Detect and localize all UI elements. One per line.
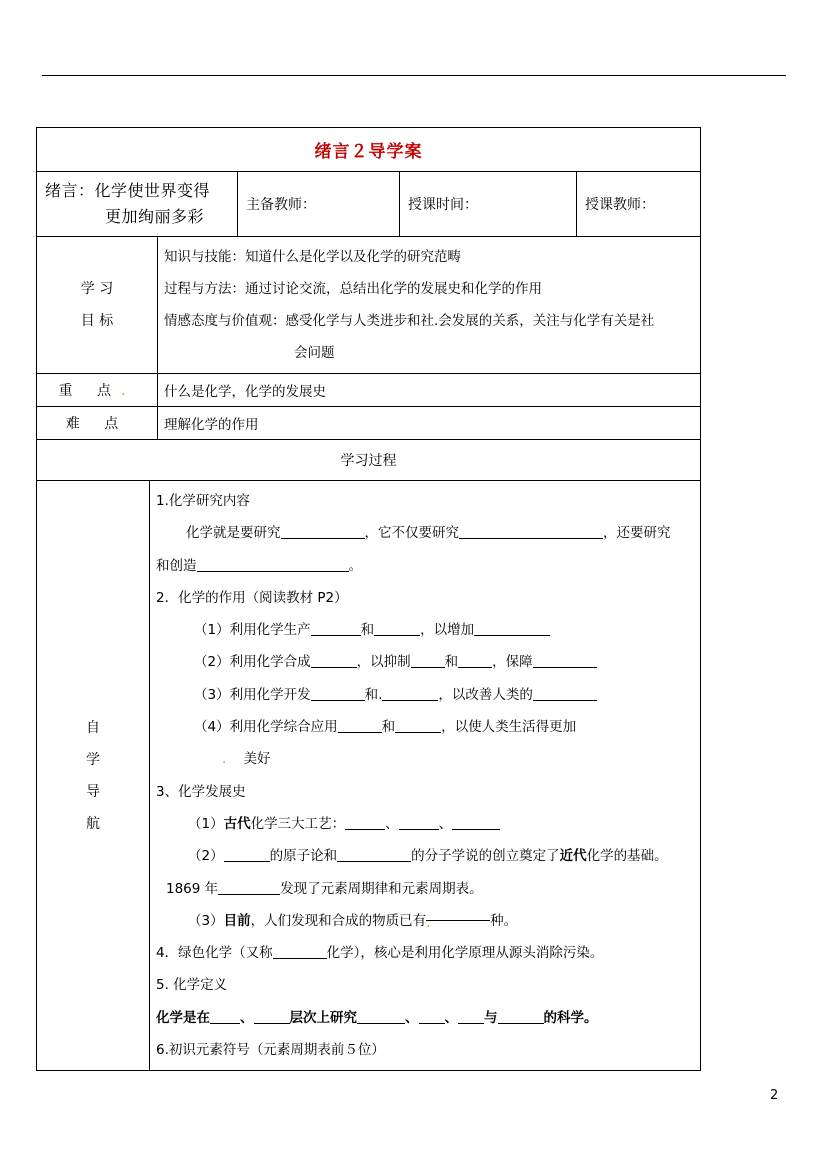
difficulty-label: 难 点 <box>37 407 158 440</box>
blank[interactable] <box>533 686 597 701</box>
objective-knowledge: 知识与技能：知道什么是化学以及化学的研究范畴 <box>164 249 461 265</box>
s3-item-2: （2） 的原子论和 的分子学说的创立奠定了近代化学的基础。 <box>188 848 668 865</box>
blank[interactable] <box>311 654 357 669</box>
objective-attitude: 情感态度与价值观：感受化学与人类进步和社.会发展的关系，关注与化学有关是社 <box>164 313 655 329</box>
nav-char-4: 航 <box>86 815 100 832</box>
page-number: 2 <box>770 1088 779 1103</box>
s3-item-3: （3）目前，人们发现和合成的物质已有. 种。 <box>156 905 700 937</box>
difficulty-text: 理解化学的作用 <box>158 407 701 440</box>
s3-item-1: （1）古代化学三大工艺： 、 、 <box>156 808 700 840</box>
lesson-time-field: 授课时间： <box>400 172 577 237</box>
header-rule <box>42 75 786 76</box>
blank[interactable] <box>459 525 603 540</box>
nav-char-1: 自 <box>86 719 100 736</box>
blank[interactable] <box>311 622 361 637</box>
blank[interactable] <box>452 815 500 830</box>
s2-item-4: （4）利用化学综合应用 和 ，以使人类生活得更加 <box>194 719 577 736</box>
topic-line-1: 绪言：化学使世界变得 <box>45 181 211 200</box>
nav-char-2: 学 <box>86 751 100 768</box>
s1-title: 1.化学研究内容 <box>156 493 250 509</box>
objectives-label <box>37 237 158 374</box>
blank[interactable] <box>411 654 445 669</box>
blank[interactable] <box>197 557 349 572</box>
blank[interactable] <box>419 1009 445 1024</box>
blank[interactable] <box>474 622 550 637</box>
s6-title: 6.初识元素符号（元素周期表前５位） <box>156 1042 385 1059</box>
process-heading: 学习过程 <box>37 440 701 481</box>
s2-item-3: （3）利用化学开发 和. ，以改善人类的 <box>156 679 700 711</box>
topic-line-2: 更加绚丽多彩 <box>105 207 205 226</box>
s1-line-1: 化学就是要研究 ，它不仅要研究 ，还要研究 <box>186 525 671 542</box>
objectives-label-top: 学 习 <box>80 281 114 297</box>
worksheet-table <box>36 127 701 1071</box>
blank[interactable] <box>395 719 441 734</box>
lesson-topic <box>37 172 238 237</box>
s4-line: 4．绿色化学（又称 化学），核心是利用化学原理从源头消除污染。 <box>156 945 604 962</box>
s3-item-2-continued: 1869 年 发现了元素周期律和元素周期表。 <box>166 880 483 897</box>
blank[interactable] <box>458 1009 484 1024</box>
blank[interactable] <box>337 848 411 863</box>
lead-teacher-field: 主备教师： <box>238 172 400 237</box>
blank[interactable] <box>224 848 270 863</box>
objectives-content <box>158 237 701 374</box>
s5-definition: 化学是在 、 层次上研究 、 、 与 的科学。 <box>156 1009 598 1026</box>
blank[interactable] <box>382 686 438 701</box>
blank[interactable] <box>374 622 420 637</box>
nav-char-3: 导 <box>86 783 100 800</box>
blank[interactable] <box>338 719 382 734</box>
blank[interactable] <box>458 654 492 669</box>
objectives-label-bottom: 目 标 <box>80 313 114 329</box>
objective-attitude-continued: 会问题 <box>294 345 335 361</box>
key-point-text: 什么是化学，化学的发展史 <box>158 374 701 407</box>
blank[interactable] <box>498 1009 544 1024</box>
blank[interactable] <box>210 1009 240 1024</box>
page-title: 绪言２导学案 <box>37 128 701 172</box>
s2-item-2: （2）利用化学合成 ，以抑制 和 ，保障 <box>156 646 700 678</box>
blank[interactable] <box>281 525 365 540</box>
self-study-nav-label <box>37 481 150 1071</box>
blank[interactable] <box>254 1009 290 1024</box>
blank[interactable] <box>218 880 280 895</box>
key-point-label: 重 点. <box>37 374 158 407</box>
s2-item-4-continued: . 美好 <box>222 751 271 768</box>
s5-title: 5. 化学定义 <box>156 977 228 994</box>
blank[interactable] <box>533 654 597 669</box>
s2-item-1: （1）利用化学生产 和 ，以增加 <box>156 614 700 646</box>
blank[interactable] <box>273 945 327 960</box>
blank[interactable] <box>311 686 365 701</box>
blank[interactable] <box>399 815 439 830</box>
lecturer-field: 授课教师： <box>577 172 701 237</box>
s3-title: 3、化学发展史 <box>156 783 246 800</box>
blank[interactable] <box>357 1009 405 1024</box>
blank[interactable] <box>345 815 385 830</box>
blank[interactable]: . <box>426 907 490 922</box>
s2-title: 2．化学的作用（阅读教材 P2） <box>156 589 348 606</box>
self-study-content <box>150 481 701 1071</box>
s1-line-2: 和创造 。 <box>156 557 362 574</box>
worksheet <box>36 127 700 1071</box>
objective-process: 过程与方法：通过讨论交流，总结出化学的发展史和化学的作用 <box>164 281 542 297</box>
